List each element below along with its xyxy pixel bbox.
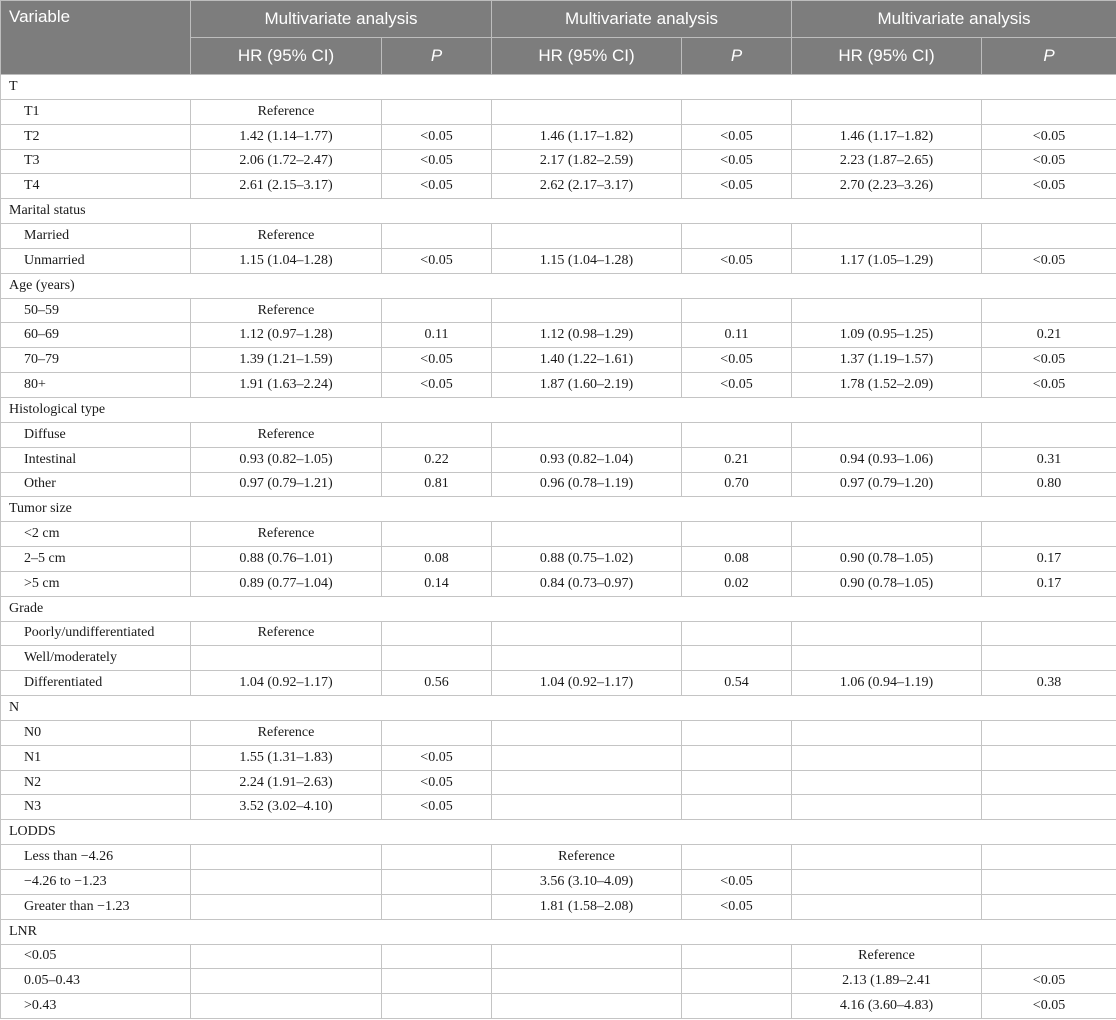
hr-cell: Reference [191, 720, 382, 745]
table-row [1, 447, 1116, 472]
hr-cell: 0.93 (0.82–1.04) [492, 447, 682, 472]
variable-column-header: Variable [1, 1, 191, 75]
hr-cell [492, 944, 682, 969]
table-row [1, 149, 1116, 174]
p-value-cell: <0.05 [982, 373, 1116, 398]
hr-cell: 1.39 (1.21–1.59) [191, 348, 382, 373]
analysis-group-header-1: Multivariate analysis [191, 1, 492, 38]
hr-cell: 0.88 (0.75–1.02) [492, 547, 682, 572]
p-value-cell [982, 795, 1116, 820]
p-value-cell: <0.05 [682, 373, 792, 398]
hr-cell: 1.78 (1.52–2.09) [792, 373, 982, 398]
p-value-cell: <0.05 [982, 248, 1116, 273]
hr-cell: 0.90 (0.78–1.05) [792, 571, 982, 596]
row-label: >5 cm [1, 571, 191, 596]
row-label: Poorly/undifferentiated [1, 621, 191, 646]
table-row [1, 224, 1116, 249]
table-row [1, 323, 1116, 348]
p-value-cell: 0.70 [682, 472, 792, 497]
hr-cell: 1.40 (1.22–1.61) [492, 348, 682, 373]
hr-cell: Reference [191, 522, 382, 547]
p-value-cell: <0.05 [982, 174, 1116, 199]
row-label: Greater than −1.23 [1, 894, 191, 919]
p-value-cell [982, 422, 1116, 447]
table-row [1, 770, 1116, 795]
hr-cell [492, 298, 682, 323]
row-label: T1 [1, 99, 191, 124]
hr-cell: 0.97 (0.79–1.20) [792, 472, 982, 497]
p-column-header: P [682, 38, 792, 75]
p-value-cell [382, 522, 492, 547]
p-value-cell: <0.05 [382, 745, 492, 770]
p-value-cell: <0.05 [682, 348, 792, 373]
hr-cell: 0.94 (0.93–1.06) [792, 447, 982, 472]
hr-cell: 1.81 (1.58–2.08) [492, 894, 682, 919]
group-label: LNR [1, 919, 1116, 944]
table-row [1, 894, 1116, 919]
table-row [1, 298, 1116, 323]
p-value-cell [382, 646, 492, 671]
table-row [1, 99, 1116, 124]
row-label: Unmarried [1, 248, 191, 273]
p-value-cell [382, 621, 492, 646]
group-header-row [1, 596, 1116, 621]
hr-cell [191, 894, 382, 919]
p-value-cell [682, 720, 792, 745]
hr-cell: 1.91 (1.63–2.24) [191, 373, 382, 398]
hr-cell [492, 621, 682, 646]
hr-cell [792, 745, 982, 770]
p-value-cell [382, 224, 492, 249]
group-header-row [1, 273, 1116, 298]
hr-cell [492, 770, 682, 795]
p-value-cell: 0.31 [982, 447, 1116, 472]
p-value-cell [682, 994, 792, 1019]
row-label: <2 cm [1, 522, 191, 547]
hr-cell [191, 969, 382, 994]
table-row [1, 522, 1116, 547]
analysis-group-header-2: Multivariate analysis [492, 1, 792, 38]
row-label: −4.26 to −1.23 [1, 870, 191, 895]
table-row [1, 571, 1116, 596]
p-value-cell: <0.05 [682, 124, 792, 149]
row-label: 80+ [1, 373, 191, 398]
table-row [1, 124, 1116, 149]
hr-cell: 0.88 (0.76–1.01) [191, 547, 382, 572]
p-value-cell: 0.11 [682, 323, 792, 348]
p-value-cell: 0.81 [382, 472, 492, 497]
group-label: LODDS [1, 820, 1116, 845]
p-value-cell: 0.17 [982, 571, 1116, 596]
hr-cell: 1.12 (0.97–1.28) [191, 323, 382, 348]
p-value-cell: 0.80 [982, 472, 1116, 497]
row-label: T4 [1, 174, 191, 199]
hr-cell: 0.96 (0.78–1.19) [492, 472, 682, 497]
p-value-cell: 0.22 [382, 447, 492, 472]
row-label: T3 [1, 149, 191, 174]
hr-cell: 1.06 (0.94–1.19) [792, 671, 982, 696]
table-row [1, 870, 1116, 895]
hr-cell: Reference [191, 224, 382, 249]
p-value-cell: <0.05 [982, 969, 1116, 994]
p-value-cell: 0.21 [982, 323, 1116, 348]
p-column-header: P [382, 38, 492, 75]
p-value-cell: 0.56 [382, 671, 492, 696]
hr-cell: 3.56 (3.10–4.09) [492, 870, 682, 895]
p-value-cell: 0.38 [982, 671, 1116, 696]
hr-cell: 1.04 (0.92–1.17) [492, 671, 682, 696]
p-value-cell [682, 99, 792, 124]
hr-cell [792, 894, 982, 919]
hr-cell [492, 969, 682, 994]
p-value-cell: <0.05 [682, 248, 792, 273]
row-label: Intestinal [1, 447, 191, 472]
table-row [1, 472, 1116, 497]
hr-cell: 1.55 (1.31–1.83) [191, 745, 382, 770]
hr-cell [492, 646, 682, 671]
hr-cell: 0.84 (0.73–0.97) [492, 571, 682, 596]
row-label: 0.05–0.43 [1, 969, 191, 994]
table-row [1, 174, 1116, 199]
hr-cell: 2.70 (2.23–3.26) [792, 174, 982, 199]
p-value-cell [982, 845, 1116, 870]
hr-cell: 2.62 (2.17–3.17) [492, 174, 682, 199]
p-value-cell [982, 720, 1116, 745]
hr-cell [492, 99, 682, 124]
hr-cell [792, 845, 982, 870]
table-row [1, 348, 1116, 373]
group-label: Age (years) [1, 273, 1116, 298]
p-value-cell [682, 522, 792, 547]
hr-cell: 2.24 (1.91–2.63) [191, 770, 382, 795]
group-header-row [1, 199, 1116, 224]
row-label: Other [1, 472, 191, 497]
p-value-cell [682, 422, 792, 447]
hr-cell [792, 646, 982, 671]
row-label: 60–69 [1, 323, 191, 348]
hr-cell [792, 621, 982, 646]
group-header-row [1, 75, 1116, 100]
p-value-cell [682, 621, 792, 646]
p-value-cell [382, 298, 492, 323]
table-header [1, 1, 1116, 75]
p-value-cell [382, 99, 492, 124]
hr-cell: Reference [191, 99, 382, 124]
p-value-cell [682, 770, 792, 795]
group-header-row [1, 397, 1116, 422]
p-value-cell [682, 795, 792, 820]
hr-cell [492, 795, 682, 820]
hr-cell: 1.04 (0.92–1.17) [191, 671, 382, 696]
p-value-cell [382, 720, 492, 745]
row-label: Less than −4.26 [1, 845, 191, 870]
table-row [1, 745, 1116, 770]
p-value-cell: <0.05 [382, 149, 492, 174]
p-value-cell: 0.08 [682, 547, 792, 572]
group-header-row [1, 820, 1116, 845]
hr-cell [792, 870, 982, 895]
hr-cell [492, 720, 682, 745]
hr-cell: 4.16 (3.60–4.83) [792, 994, 982, 1019]
hr-cell [792, 422, 982, 447]
row-label: Married [1, 224, 191, 249]
p-value-cell: 0.14 [382, 571, 492, 596]
row-label: N3 [1, 795, 191, 820]
row-label: N2 [1, 770, 191, 795]
hr-cell [792, 720, 982, 745]
p-value-cell: <0.05 [682, 174, 792, 199]
row-label: Well/moderately [1, 646, 191, 671]
hr-cell [792, 522, 982, 547]
hr-cell [492, 745, 682, 770]
p-value-cell: 0.11 [382, 323, 492, 348]
group-label: Histological type [1, 397, 1116, 422]
group-label: Marital status [1, 199, 1116, 224]
p-value-cell [382, 994, 492, 1019]
row-label: <0.05 [1, 944, 191, 969]
p-value-cell: <0.05 [982, 994, 1116, 1019]
hr-cell: 1.46 (1.17–1.82) [492, 124, 682, 149]
hr-cell: 2.17 (1.82–2.59) [492, 149, 682, 174]
row-label: N1 [1, 745, 191, 770]
hr-cell: 1.42 (1.14–1.77) [191, 124, 382, 149]
hr-cell [191, 994, 382, 1019]
p-value-cell [982, 870, 1116, 895]
hr-cell: 1.12 (0.98–1.29) [492, 323, 682, 348]
hr-cell: 1.37 (1.19–1.57) [792, 348, 982, 373]
row-label: Differentiated [1, 671, 191, 696]
hr-cell: 1.87 (1.60–2.19) [492, 373, 682, 398]
group-label: Grade [1, 596, 1116, 621]
row-label: T2 [1, 124, 191, 149]
row-label: 70–79 [1, 348, 191, 373]
p-value-cell: <0.05 [382, 124, 492, 149]
group-label: Tumor size [1, 497, 1116, 522]
hr-cell: 2.13 (1.89–2.41 [792, 969, 982, 994]
hr-cell: Reference [492, 845, 682, 870]
table-row [1, 422, 1116, 447]
p-value-cell [982, 298, 1116, 323]
hr-cell [191, 944, 382, 969]
hr-cell: 2.61 (2.15–3.17) [191, 174, 382, 199]
p-value-cell: <0.05 [682, 870, 792, 895]
p-value-cell: 0.02 [682, 571, 792, 596]
p-value-cell: 0.54 [682, 671, 792, 696]
hr-cell: 2.06 (1.72–2.47) [191, 149, 382, 174]
hr-cell: 0.97 (0.79–1.21) [191, 472, 382, 497]
group-header-row [1, 497, 1116, 522]
table-row [1, 373, 1116, 398]
hr-cell [792, 795, 982, 820]
p-value-cell [682, 224, 792, 249]
p-value-cell: 0.08 [382, 547, 492, 572]
table-row [1, 720, 1116, 745]
hr-cell [792, 770, 982, 795]
group-label: N [1, 696, 1116, 721]
group-label: T [1, 75, 1116, 100]
p-value-cell [382, 422, 492, 447]
hr-cell: 1.17 (1.05–1.29) [792, 248, 982, 273]
p-value-cell: <0.05 [982, 149, 1116, 174]
hr-cell [191, 870, 382, 895]
hr-cell: 0.89 (0.77–1.04) [191, 571, 382, 596]
hr-column-header: HR (95% CI) [191, 38, 382, 75]
p-value-cell: <0.05 [382, 248, 492, 273]
table-row [1, 547, 1116, 572]
hr-cell: 2.23 (1.87–2.65) [792, 149, 982, 174]
row-label: 50–59 [1, 298, 191, 323]
table-row [1, 994, 1116, 1019]
hr-cell [792, 99, 982, 124]
p-value-cell: <0.05 [682, 894, 792, 919]
p-value-cell [382, 894, 492, 919]
table-row [1, 969, 1116, 994]
group-header-row [1, 696, 1116, 721]
table-row [1, 795, 1116, 820]
p-value-cell [682, 298, 792, 323]
row-label: 2–5 cm [1, 547, 191, 572]
hr-cell: 0.90 (0.78–1.05) [792, 547, 982, 572]
p-value-cell [682, 845, 792, 870]
p-value-cell: <0.05 [382, 373, 492, 398]
hr-cell [191, 646, 382, 671]
hr-cell: 1.15 (1.04–1.28) [492, 248, 682, 273]
p-value-cell: <0.05 [982, 124, 1116, 149]
p-value-cell [682, 944, 792, 969]
table-row [1, 845, 1116, 870]
hr-cell [191, 845, 382, 870]
p-value-cell [982, 522, 1116, 547]
table-row [1, 944, 1116, 969]
p-value-cell: <0.05 [982, 348, 1116, 373]
p-value-cell [682, 969, 792, 994]
hr-cell [492, 994, 682, 1019]
table-row [1, 621, 1116, 646]
p-value-cell [982, 99, 1116, 124]
p-value-cell [382, 845, 492, 870]
hr-cell [492, 522, 682, 547]
row-label: Diffuse [1, 422, 191, 447]
p-value-cell: <0.05 [382, 795, 492, 820]
p-value-cell [982, 944, 1116, 969]
p-value-cell: 0.17 [982, 547, 1116, 572]
hr-column-header: HR (95% CI) [492, 38, 682, 75]
p-column-header: P [982, 38, 1116, 75]
hr-cell [492, 422, 682, 447]
p-value-cell [382, 944, 492, 969]
p-value-cell: <0.05 [382, 770, 492, 795]
table-row [1, 248, 1116, 273]
p-value-cell [982, 894, 1116, 919]
row-label: N0 [1, 720, 191, 745]
hr-column-header: HR (95% CI) [792, 38, 982, 75]
hr-cell: 3.52 (3.02–4.10) [191, 795, 382, 820]
hr-cell [792, 298, 982, 323]
p-value-cell: <0.05 [682, 149, 792, 174]
hr-cell: 1.46 (1.17–1.82) [792, 124, 982, 149]
p-value-cell [682, 745, 792, 770]
hr-cell [792, 224, 982, 249]
p-value-cell: <0.05 [382, 348, 492, 373]
p-value-cell [682, 646, 792, 671]
p-value-cell: <0.05 [382, 174, 492, 199]
p-value-cell [382, 969, 492, 994]
hr-cell: Reference [191, 298, 382, 323]
p-value-cell [982, 224, 1116, 249]
hr-cell: 0.93 (0.82–1.05) [191, 447, 382, 472]
p-value-cell: 0.21 [682, 447, 792, 472]
p-value-cell [982, 745, 1116, 770]
hr-cell: Reference [191, 422, 382, 447]
table-row [1, 646, 1116, 671]
hr-cell: 1.15 (1.04–1.28) [191, 248, 382, 273]
p-value-cell [982, 621, 1116, 646]
p-value-cell [982, 770, 1116, 795]
row-label: >0.43 [1, 994, 191, 1019]
p-value-cell [982, 646, 1116, 671]
analysis-group-header-3: Multivariate analysis [792, 1, 1116, 38]
hr-cell: Reference [191, 621, 382, 646]
hr-cell [492, 224, 682, 249]
hr-cell: Reference [792, 944, 982, 969]
group-header-row [1, 919, 1116, 944]
table-row [1, 671, 1116, 696]
hr-cell: 1.09 (0.95–1.25) [792, 323, 982, 348]
p-value-cell [382, 870, 492, 895]
table-body [1, 75, 1116, 1019]
